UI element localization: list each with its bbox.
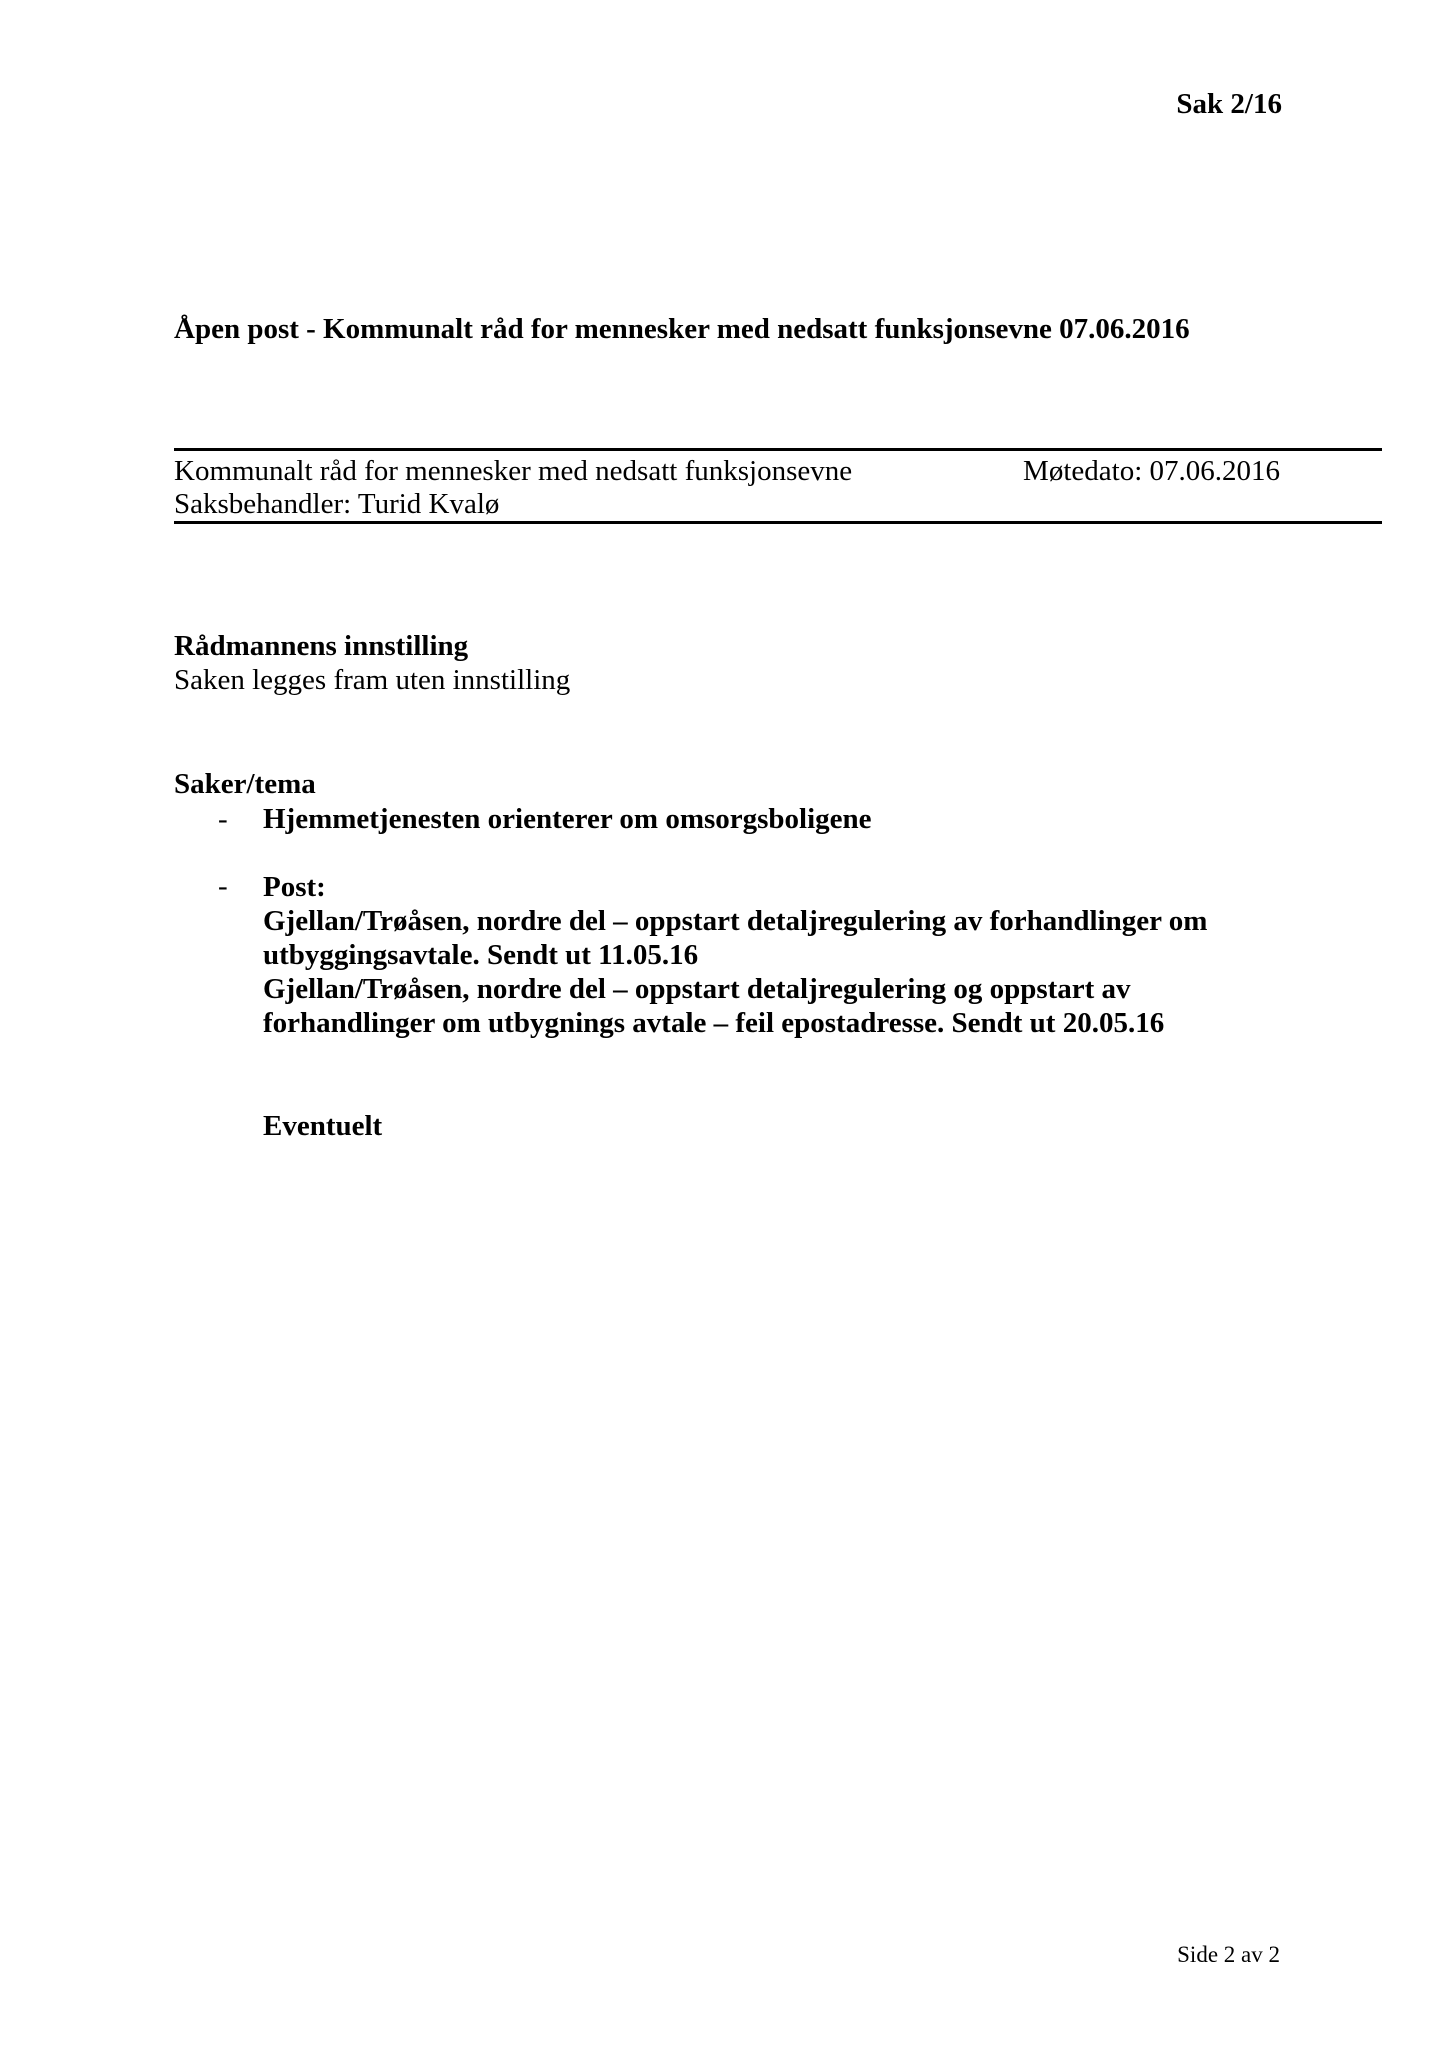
post-line: Gjellan/Trøåsen, nordre del – oppstart detaljregulering og oppstart av: [263, 973, 1131, 1005]
topic-item-post: [263, 870, 1207, 1040]
topics-heading: Saker/tema: [174, 768, 316, 800]
header-bottom-rule: [174, 521, 1382, 524]
post-line: Gjellan/Trøåsen, nordre del – oppstart detaljregulering av forhandlinger om: [263, 905, 1208, 937]
case-officer: Saksbehandler: Turid Kvalø: [174, 488, 500, 520]
misc-heading: Eventuelt: [263, 1110, 383, 1142]
document-title: Åpen post - Kommunalt råd for mennesker med nedsatt funksjonsevne 07.06.2016: [174, 313, 1190, 345]
recommendation-text: Saken legges fram uten innstilling: [174, 664, 571, 696]
post-line: utbyggingsavtale. Sendt ut 11.05.16: [263, 939, 699, 971]
meeting-date: Møtedato: 07.06.2016: [1023, 455, 1280, 487]
header-top-rule: [174, 448, 1382, 451]
page-indicator: Side 2 av 2: [1177, 1942, 1280, 1967]
council-name: Kommunalt råd for mennesker med nedsatt funksjonsevne: [174, 455, 853, 487]
list-bullet-dash: -: [218, 803, 228, 835]
post-line: forhandlinger om utbygnings avtale – feil epostadresse. Sendt ut 20.05.16: [263, 1007, 1165, 1039]
recommendation-heading: Rådmannens innstilling: [174, 630, 469, 662]
topic-item-home-services: Hjemmetjenesten orienterer om omsorgsboligene: [263, 803, 872, 835]
post-label: Post:: [263, 871, 326, 903]
case-number: Sak 2/16: [1176, 88, 1282, 120]
list-bullet-dash: -: [218, 870, 228, 902]
